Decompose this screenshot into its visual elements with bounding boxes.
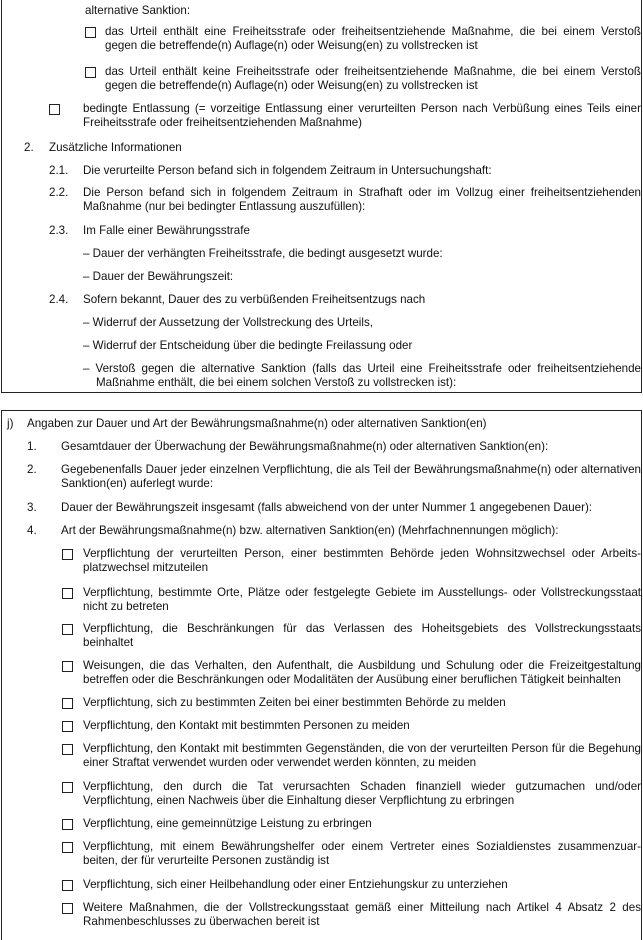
j-option-3-text: Verpflichtung, die Beschränkungen für das Verlassen des Hoheitsgebiets des Vollstreckungsstaats beinhaltet bbox=[83, 622, 641, 649]
item-2-4-text: Sofern bekannt, Dauer des zu verbüßenden Freiheitsentzugs nach bbox=[83, 293, 426, 306]
j-item-4-number: 4. bbox=[27, 524, 37, 537]
j-option-7-text: Verpflichtung, den Kontakt mit bestimmten Gegenständen, die von der verurteilten Person für die Begehung einer Straftat verwendet wurden oder verwendet werden könnten, zu meiden bbox=[83, 742, 641, 769]
alt-sanction-heading: alternative Sanktion: bbox=[85, 4, 191, 17]
j-option-12-text: Weitere Maßnahmen, die der Vollstreckungsstaat gemäß einer Mitteilung nach Artikel 4 Absatz 2 des Rahmenbeschlusses zu überwachen bereit ist bbox=[83, 901, 641, 928]
j-option-8-text: Verpflichtung, den durch die Tat verursachten Schaden finanziell wieder gutzumachen und/oder Verpflichtung, einen Nachweis über die Einhaltung dieser Verpflichtung zu erbringen bbox=[83, 780, 641, 807]
j-option-10-text: Verpflichtung, mit einem Bewährungshelfer oder einem Vertreter eines Sozialdienstes zusammenzuar-beiten, der für verurteilte Personen zuständig ist bbox=[83, 840, 641, 867]
section-j-title: Angaben zur Dauer und Art der Bewährungsmaßnahme(n) oder alternativen Sanktion(en) bbox=[27, 417, 487, 430]
item-2-1-text: Die verurteilte Person befand sich in folgendem Zeitraum in Untersuchungshaft: bbox=[83, 164, 492, 177]
j-item-1-text: Gesamtdauer der Überwachung der Bewährungsmaßnahme(n) oder alternativen Sanktion(en): bbox=[61, 440, 549, 453]
checkbox-alt-with-custodial[interactable] bbox=[85, 27, 96, 38]
item-2-4-number: 2.4. bbox=[49, 293, 69, 306]
additional-info-title: Zusätzliche Informationen bbox=[49, 141, 182, 154]
dash-probation-duration: – Dauer der Bewährungszeit: bbox=[83, 270, 234, 283]
j-item-4-text: Art der Bewährungsmaßnahme(n) bzw. alternativen Sanktion(en) (Mehrfachnennungen möglich): bbox=[61, 524, 559, 537]
checkbox-conditional-release[interactable] bbox=[49, 104, 60, 115]
checkbox-option-9[interactable] bbox=[62, 819, 73, 830]
j-option-11-text: Verpflichtung, sich einer Heilbehandlung oder einer Entziehungskur zu unterziehen bbox=[83, 878, 508, 891]
alt-option-without-custodial: das Urteil enthält keine Freiheitsstrafe oder freiheitsentziehende Maßnahme, die bei einem Verstoß gegen die betreffende(n) Auflage(n) oder Weisung(en) zu vollstrecken ist bbox=[105, 65, 641, 92]
checkbox-option-12[interactable] bbox=[62, 903, 73, 914]
checkbox-option-3[interactable] bbox=[62, 624, 73, 635]
dash-revocation-suspension: – Widerruf der Aussetzung der Vollstreckung des Urteils, bbox=[83, 316, 373, 329]
j-option-9-text: Verpflichtung, eine gemeinnützige Leistung zu erbringen bbox=[83, 817, 372, 830]
dash-breach-alternative: – Verstoß gegen die alternative Sanktion (falls das Urteil eine Freiheitsstrafe oder freiheitsentziehende Maßnahme enthält, die bei einem solchen Verstoß zu vollstrecken ist): bbox=[83, 362, 641, 389]
checkbox-option-5[interactable] bbox=[62, 698, 73, 709]
checkbox-option-2[interactable] bbox=[62, 588, 73, 599]
checkbox-alt-without-custodial[interactable] bbox=[85, 67, 96, 78]
j-item-3-number: 3. bbox=[27, 501, 37, 514]
checkbox-option-11[interactable] bbox=[62, 880, 73, 891]
j-option-5-text: Verpflichtung, sich zu bestimmten Zeiten bei einer bestimmten Behörde zu melden bbox=[83, 696, 506, 709]
j-option-2-text: Verpflichtung, bestimmte Orte, Plätze oder festgelegte Gebiete im Ausstellungs- oder Vollstreckungsstaat nicht zu betreten bbox=[83, 586, 641, 613]
alt-option-with-custodial: das Urteil enthält eine Freiheitsstrafe oder freiheitsentziehende Maßnahme, die bei einem Verstoß gegen die betreffende(n) Auflage(n) oder Weisung(en) zu vollstrecken ist bbox=[105, 25, 641, 52]
j-option-6-text: Verpflichtung, den Kontakt mit bestimmten Personen zu meiden bbox=[83, 719, 410, 732]
item-2-1-number: 2.1. bbox=[49, 164, 69, 177]
conditional-release-text: bedingte Entlassung (= vorzeitige Entlassung einer verurteilten Person nach Verbüßung eines Teils einer Freiheitsstrafe oder freiheitsentziehenden Maßnahme) bbox=[83, 102, 641, 129]
j-item-3-text: Dauer der Bewährungszeit insgesamt (falls abweichend von der unter Nummer 1 angegebenen Dauer): bbox=[61, 501, 593, 514]
checkbox-option-4[interactable] bbox=[62, 661, 73, 672]
checkbox-option-7[interactable] bbox=[62, 744, 73, 755]
checkbox-option-8[interactable] bbox=[62, 782, 73, 793]
j-item-2-text: Gegebenenfalls Dauer jeder einzelnen Verpflichtung, die als Teil der Bewährungsmaßnahme(n) oder alternativen Sanktion(en) auferlegt wurde: bbox=[61, 463, 641, 490]
checkbox-option-10[interactable] bbox=[62, 842, 73, 853]
item-2-2-text: Die Person befand sich in folgendem Zeitraum in Strafhaft oder im Vollzug einer freiheitsentziehenden Maßnahme (nur bei bedingter Entlassung auszufüllen): bbox=[83, 186, 641, 213]
item-2-3-number: 2.3. bbox=[49, 224, 69, 237]
item-2-2-number: 2.2. bbox=[49, 186, 69, 199]
dash-sentence-duration: – Dauer der verhängten Freiheitsstrafe, die bedingt ausgesetzt wurde: bbox=[83, 247, 443, 260]
checkbox-option-6[interactable] bbox=[62, 721, 73, 732]
item-2-3-text: Im Falle einer Bewährungsstrafe bbox=[83, 224, 250, 237]
checkbox-option-1[interactable] bbox=[62, 549, 73, 560]
section-j-letter: j) bbox=[7, 417, 14, 430]
dash-revocation-release: – Widerruf der Entscheidung über die bedingte Freilassung oder bbox=[83, 339, 413, 352]
j-option-1-text: Verpflichtung der verurteilten Person, einer bestimmten Behörde jeden Wohnsitzwechsel oder Arbeits-platzwechsel mitzuteilen bbox=[83, 547, 641, 574]
additional-info-number: 2. bbox=[24, 141, 34, 154]
j-option-4-text: Weisungen, die das Verhalten, den Aufenthalt, die Ausbildung und Schulung oder die Freizeitgestaltung betreffen oder die Beschränkungen oder Modalitäten der Ausübung einer beruflichen Tätigkeit beinhalten bbox=[83, 659, 641, 686]
j-item-1-number: 1. bbox=[27, 440, 37, 453]
j-item-2-number: 2. bbox=[27, 463, 37, 476]
